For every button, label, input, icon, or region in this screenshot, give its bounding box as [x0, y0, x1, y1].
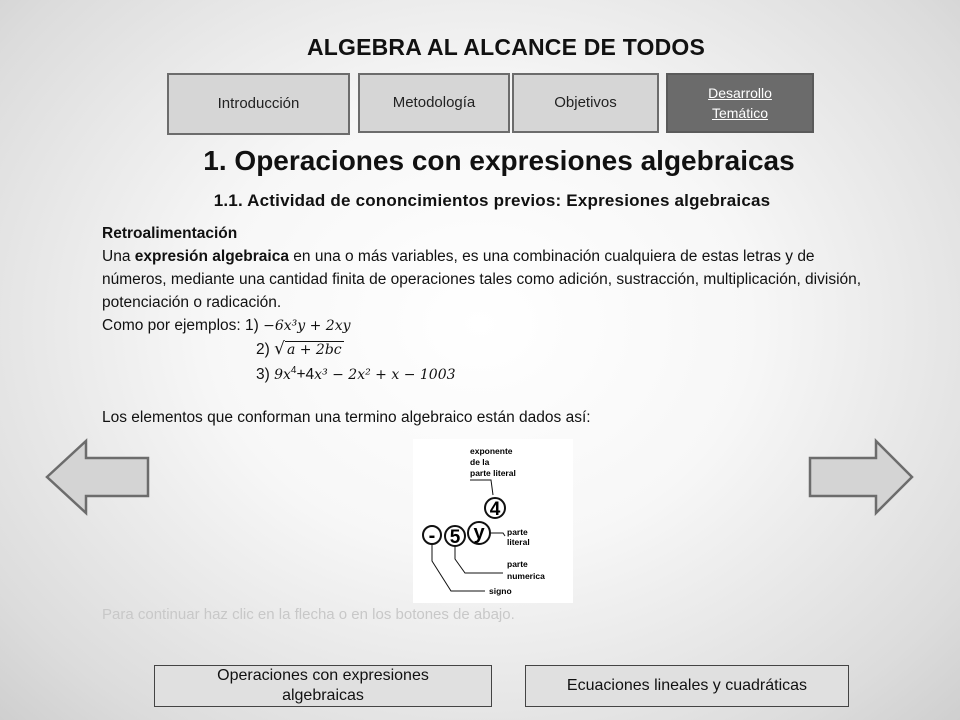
figure-label-literal-2: literal: [507, 537, 530, 547]
exponent-pointer: [470, 480, 493, 495]
figure-variable: y: [473, 522, 485, 544]
figure-label-numeric-1: parte: [507, 559, 528, 569]
elements-intro: Los elementos que conforman una termino algebraico están dados así:: [102, 409, 591, 427]
example-3-part-a: 9x: [274, 367, 291, 384]
algebraic-term-figure: [413, 439, 573, 603]
example-3-part-c: x³ − 2x² + x − 1003: [314, 367, 456, 384]
section-label: Retroalimentación: [102, 225, 238, 242]
operations-button-label: Operaciones con expresiones algebraicas: [217, 667, 429, 704]
definition-paragraph: [102, 245, 882, 314]
figure-label-numeric-2: numerica: [507, 571, 545, 581]
definition-term: expresión algebraica: [134, 248, 289, 265]
tab-desarrollo-tematico-label: Desarrollo Temático: [708, 85, 772, 121]
tab-desarrollo-tematico[interactable]: [666, 73, 814, 133]
example-3-number: 3): [256, 366, 270, 384]
tab-introduccion-label: Introducción: [217, 95, 300, 112]
examples-intro: Como por ejemplos: 1): [102, 317, 259, 334]
tab-introduccion[interactable]: [167, 73, 350, 135]
equations-button[interactable]: [525, 665, 849, 707]
example-2: a + 2bc: [286, 342, 342, 358]
example-1: −6x³y + 2xy: [263, 318, 351, 334]
equations-button-label: Ecuaciones lineales y cuadráticas: [566, 677, 808, 694]
tab-objetivos[interactable]: [512, 73, 659, 133]
section-subtitle: 1.1. Actividad de cononcimientos previos: Expresiones algebraicas: [213, 191, 771, 210]
figure-label-exponent-3: parte literal: [470, 468, 516, 478]
example-3-part-b: +4: [296, 366, 315, 384]
figure-label-exponent-2: de la: [470, 457, 490, 467]
example-2-sqrt: √ a + 2bc: [274, 339, 342, 359]
literal-pointer: [489, 533, 505, 536]
arrow-left-icon[interactable]: [44, 438, 152, 516]
tab-metodologia[interactable]: [358, 73, 510, 133]
arrow-right-icon[interactable]: [806, 438, 916, 516]
example-3-exponent: 4: [290, 365, 297, 376]
continue-hint: Para continuar haz clic en la flecha o en los botones de abajo.: [102, 606, 515, 623]
definition-rest: en una o más variables, es una combinación cualquiera de estas letras y de números, mediante una cantidad finita de operaciones tales como adición, sustracción, multiplicación, división, potenciación o radicación.: [102, 248, 862, 311]
examples-line-1: [102, 314, 882, 338]
figure-label-literal-1: parte: [507, 527, 528, 537]
page-title: 1. Operaciones con expresiones algebraicas: [203, 145, 795, 176]
sign-pointer: [432, 544, 485, 591]
operations-button[interactable]: [154, 665, 492, 707]
numeric-pointer: [455, 546, 503, 573]
figure-sign: -: [428, 525, 436, 547]
definition-prefix: Una: [102, 248, 135, 265]
tab-objetivos-label: Objetivos: [554, 94, 617, 111]
figure-coefficient: 5: [449, 527, 461, 548]
example-2-number: 2): [256, 341, 270, 358]
figure-label-sign: signo: [489, 586, 512, 596]
examples-line-3: [102, 359, 882, 387]
figure-label-exponent-1: exponente: [470, 446, 513, 456]
content-area: [102, 222, 882, 429]
tab-metodologia-label: Metodología: [392, 94, 476, 111]
figure-exponent: 4: [489, 499, 501, 520]
app-title: ALGEBRA AL ALCANCE DE TODOS: [306, 34, 706, 60]
